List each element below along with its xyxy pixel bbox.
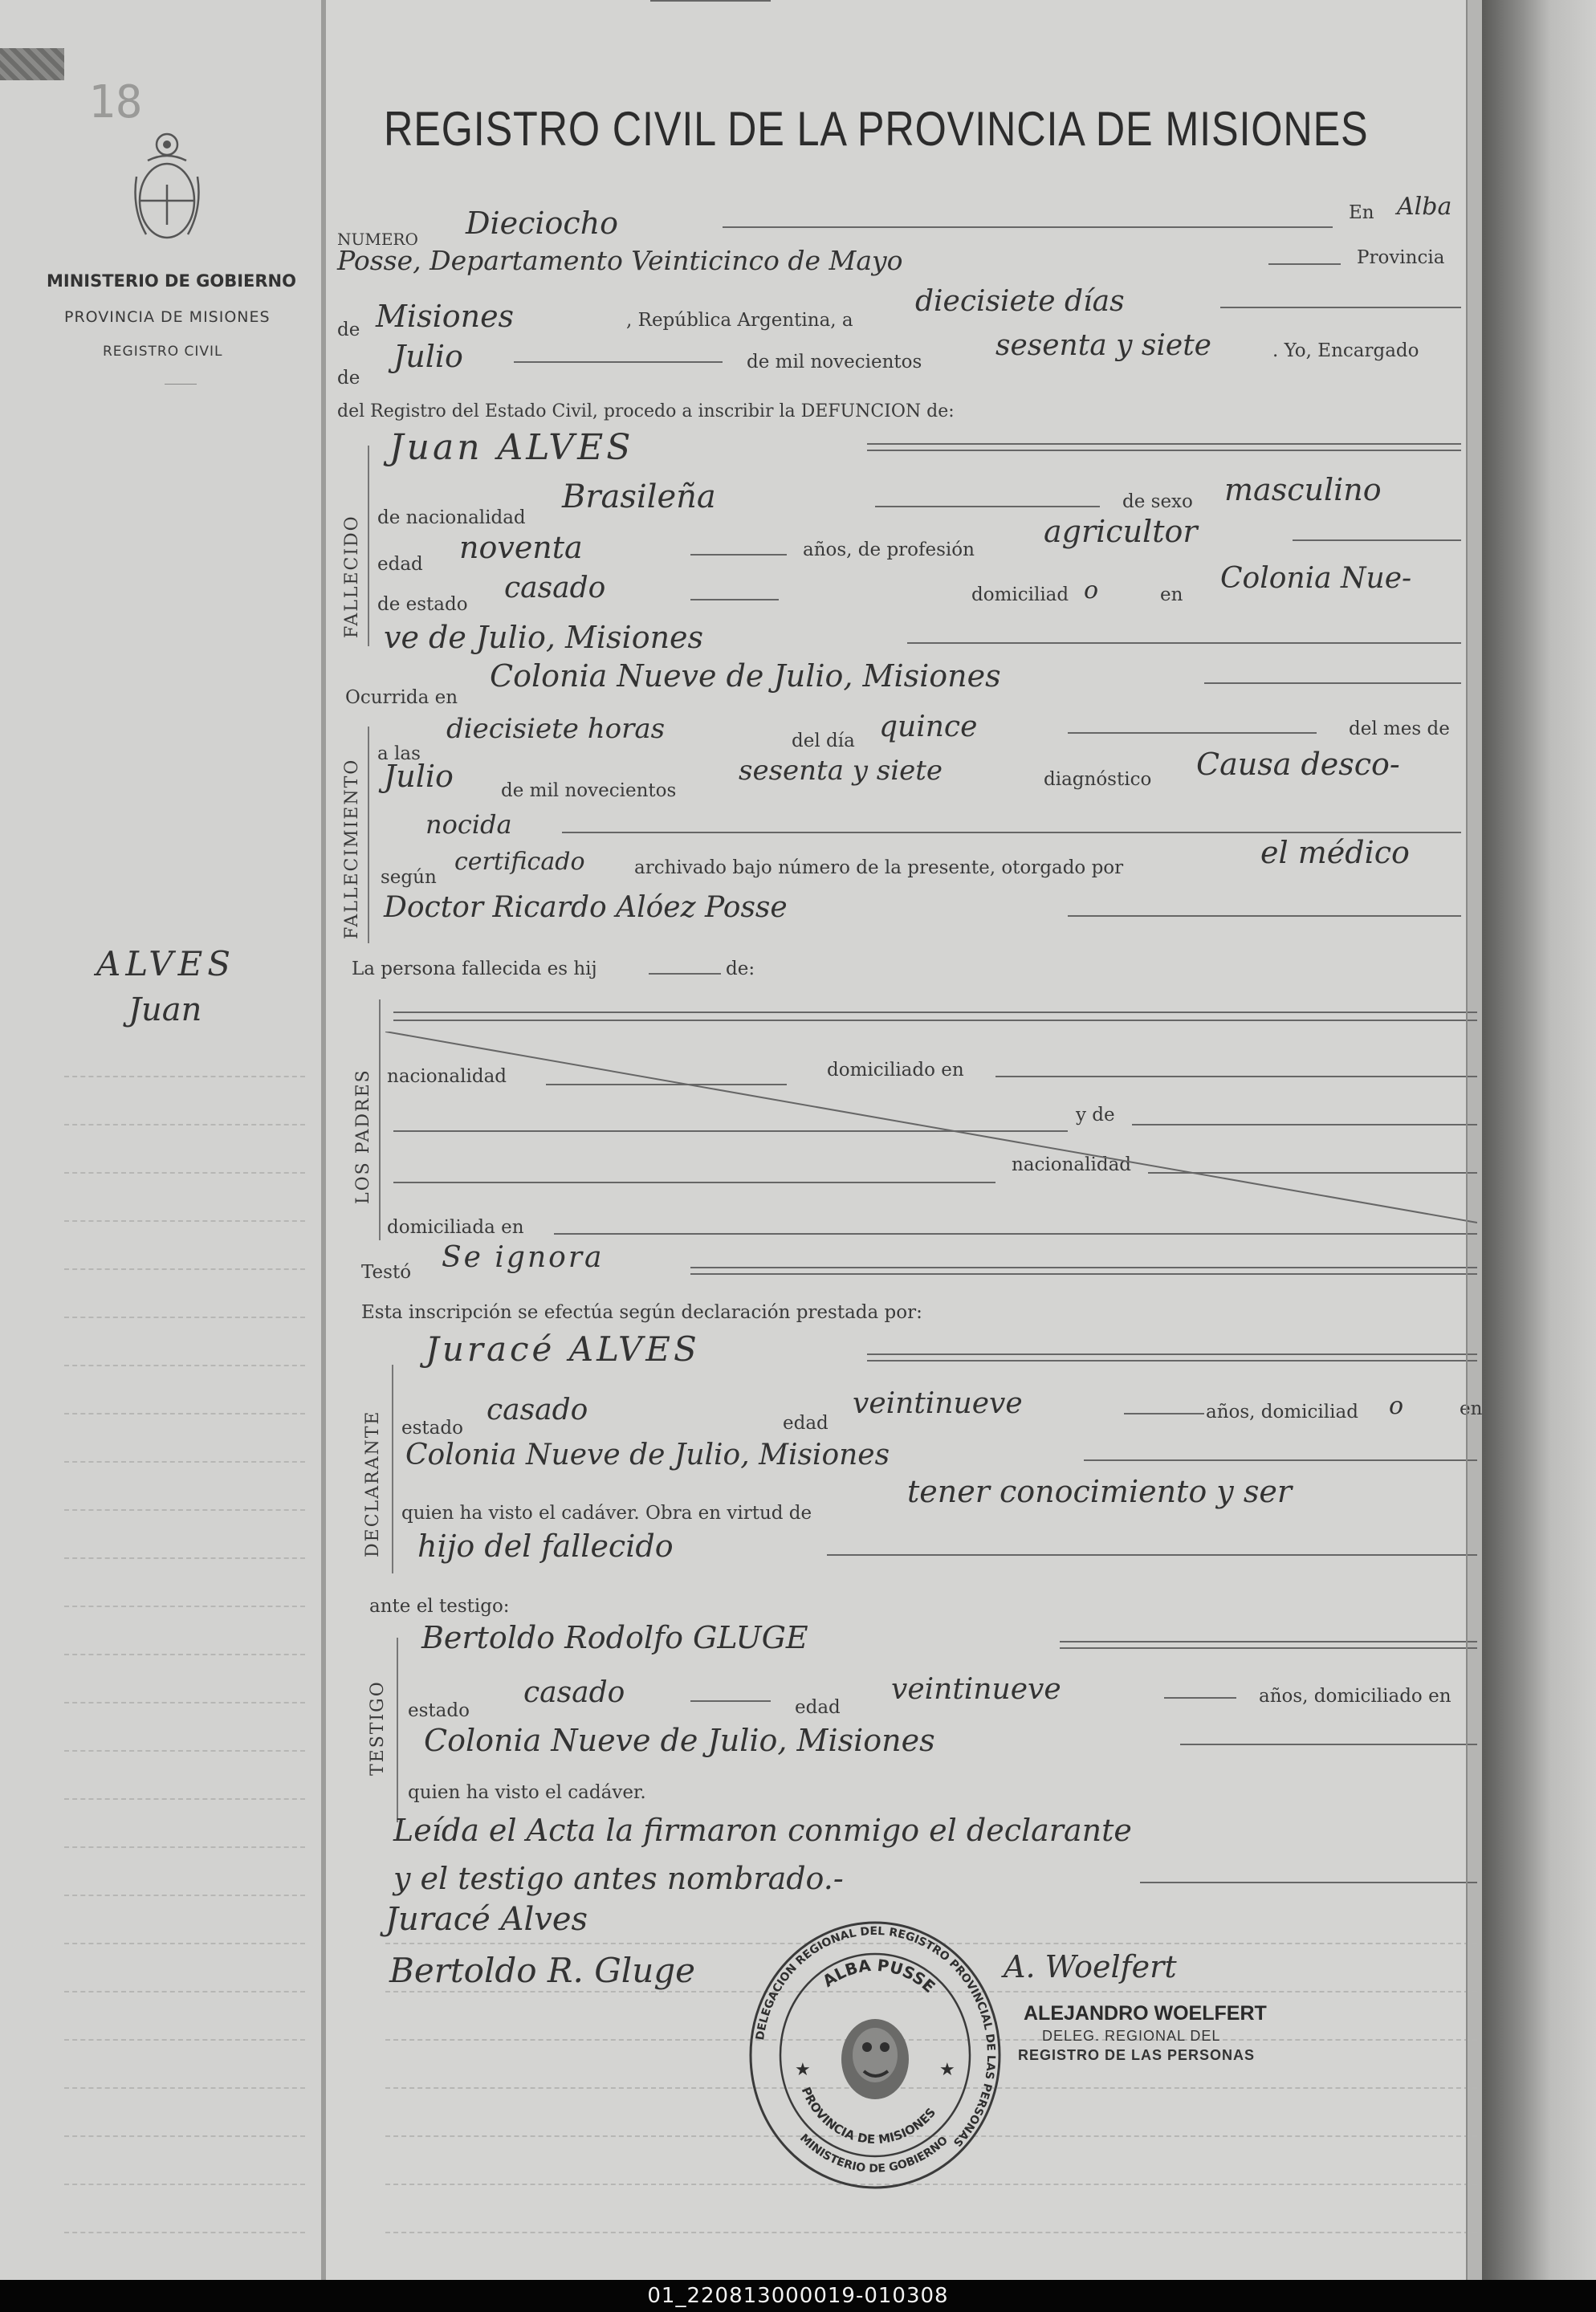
padres-de-label: de: bbox=[726, 959, 755, 979]
declarante-estado-value: casado bbox=[487, 1394, 588, 1427]
sexo-value: masculino bbox=[1224, 472, 1382, 507]
document-title: REGISTRO CIVIL DE LA PROVINCIA DE MISIONES bbox=[384, 102, 1369, 156]
diag-value-2: nocida bbox=[425, 809, 512, 840]
book-edge bbox=[1482, 0, 1596, 2280]
defuncion-intro: del Registro del Estado Civil, procedo a inscribir la DEFUNCION de: bbox=[337, 401, 955, 421]
doctor-value: Doctor Ricardo Alóez Posse bbox=[384, 891, 788, 924]
testigo-edad-label: edad bbox=[795, 1697, 841, 1718]
svg-text:★: ★ bbox=[939, 2060, 955, 2080]
office-label: REGISTRO CIVIL bbox=[103, 344, 223, 360]
cross-out-line bbox=[385, 1032, 1477, 1224]
declarante-domicilio-suffix: o bbox=[1389, 1392, 1404, 1420]
declarante-domicilio-value: Colonia Nueve de Julio, Misiones bbox=[405, 1439, 890, 1471]
hijo-label: La persona fallecida es hij bbox=[352, 959, 597, 979]
estado-value: casado bbox=[504, 572, 606, 604]
fallecimiento-anio-value: sesenta y siete bbox=[739, 755, 943, 787]
profesion-value: agricultor bbox=[1044, 514, 1198, 549]
official-seal bbox=[747, 1919, 1004, 2192]
provincia-label: Provincia bbox=[1357, 247, 1445, 268]
hora-label: a las bbox=[377, 743, 421, 764]
testo-label: Testó bbox=[361, 1262, 412, 1283]
testigo-edad-value: veintinueve bbox=[891, 1673, 1061, 1706]
nacionalidad-value: Brasileña bbox=[562, 478, 716, 515]
margin-column bbox=[0, 0, 321, 2280]
en-label: En bbox=[1349, 202, 1374, 223]
signature-testigo: Bertoldo R. Gluge bbox=[389, 1951, 696, 1990]
de-label-2: de bbox=[337, 368, 360, 389]
coat-of-arms-icon bbox=[128, 128, 206, 249]
section-testigo: TESTIGO bbox=[368, 1680, 388, 1776]
testo-value: Se ignora bbox=[442, 1241, 605, 1274]
fallecimiento-dia-value: quince bbox=[879, 710, 978, 743]
fallecimiento-mes-value: Julio bbox=[384, 759, 454, 794]
margin-note-surname: ALVES bbox=[96, 944, 236, 983]
ministry-label: MINISTERIO DE GOBIERNO bbox=[47, 271, 296, 291]
fallecimiento-anio-label: de mil novecientos bbox=[501, 780, 677, 801]
virtud-value-2: hijo del fallecido bbox=[417, 1528, 674, 1564]
padres-nacionalidad-label: nacionalidad bbox=[387, 1066, 507, 1087]
declarante-intro: Esta inscripción se efectúa según declaración prestada por: bbox=[361, 1302, 922, 1323]
testigo-name: Bertoldo Rodolfo GLUGE bbox=[421, 1620, 808, 1655]
official-title-1: DELEG. REGIONAL DEL bbox=[1042, 2028, 1221, 2044]
domicilio-label: domiciliad bbox=[971, 584, 1069, 605]
declarante-edad-label: edad bbox=[783, 1413, 829, 1434]
declarante-anios-label: años, domiciliad bbox=[1206, 1402, 1358, 1423]
virtud-value-1: tener conocimiento y ser bbox=[907, 1474, 1292, 1509]
declarante-name: Juracé ALVES bbox=[425, 1329, 700, 1369]
estado-label: de estado bbox=[377, 594, 468, 615]
closing-line-2: y el testigo antes nombrado.- bbox=[393, 1861, 844, 1896]
archive-id: 01_220813000019-010308 bbox=[0, 2280, 1596, 2312]
hora-value: diecisiete horas bbox=[446, 713, 666, 745]
anios-label: años, de profesión bbox=[803, 539, 975, 560]
ocurrida-value: Colonia Nueve de Julio, Misiones bbox=[490, 658, 1001, 694]
official-name: ALEJANDRO WOELFERT bbox=[1024, 2002, 1267, 2025]
binding-cloth bbox=[0, 48, 64, 80]
testigo-anios-label: años, domiciliado en bbox=[1259, 1686, 1451, 1707]
mes-label: del mes de bbox=[1349, 718, 1450, 739]
mes-value: Julio bbox=[393, 339, 463, 374]
republica-label: , República Argentina, a bbox=[626, 310, 853, 331]
nacionalidad-label: de nacionalidad bbox=[377, 507, 526, 528]
numero-label: NUMERO bbox=[337, 230, 418, 249]
closing-line-1: Leída el Acta la firmaron conmigo el declarante bbox=[393, 1813, 1132, 1848]
nacionalidad2-label: nacionalidad bbox=[1012, 1154, 1132, 1175]
declarante-visto-label: quien ha visto el cadáver. Obra en virtud de bbox=[401, 1503, 812, 1524]
otorgado-value: el médico bbox=[1260, 835, 1410, 870]
place-value: Posse, Departamento Veinticinco de Mayo bbox=[337, 245, 903, 276]
seal-outer-text: DELEGACION REGIONAL DEL REGISTRO PROVINCIAL DE LAS PERSONAS bbox=[754, 1924, 998, 2149]
domicilio-suffix: o bbox=[1084, 576, 1099, 604]
signature-declarante: Juracé Alves bbox=[385, 1901, 588, 1938]
signature-official: A. Woelfert bbox=[1004, 1949, 1177, 1984]
section-los-padres: LOS PADRES bbox=[353, 1068, 373, 1204]
diag-label: diagnóstico bbox=[1044, 769, 1152, 790]
en-value: Alba bbox=[1397, 193, 1452, 221]
domicilio-en-label: en bbox=[1160, 584, 1183, 605]
margin-note-name: Juan bbox=[128, 991, 202, 1028]
anio-value: sesenta y siete bbox=[995, 329, 1211, 362]
segun-label: según bbox=[381, 867, 437, 888]
province-label: PROVINCIA DE MISIONES bbox=[64, 308, 271, 326]
sexo-label: de sexo bbox=[1122, 491, 1193, 512]
de-label: de bbox=[337, 320, 360, 340]
ocurrida-label: Ocurrida en bbox=[345, 687, 458, 708]
testigo-visto-label: quien ha visto el cadáver. bbox=[408, 1782, 646, 1803]
y-de-label: y de bbox=[1076, 1105, 1115, 1125]
seal-inner-text: ALBA PUSSE bbox=[819, 1955, 939, 1997]
domicilio-value-2: ve de Julio, Misiones bbox=[384, 620, 704, 655]
official-title-2: REGISTRO DE LAS PERSONAS bbox=[1018, 2047, 1256, 2063]
testigo-domicilio-value: Colonia Nueve de Julio, Misiones bbox=[424, 1723, 935, 1758]
page-number: 18 bbox=[88, 76, 143, 128]
dia-label: del día bbox=[792, 731, 855, 751]
right-margin-rule bbox=[1466, 0, 1468, 2280]
provincia-value: Misiones bbox=[376, 299, 515, 334]
section-fallecimiento: FALLECIMIENTO bbox=[342, 758, 362, 939]
edad-label: edad bbox=[377, 554, 423, 575]
segun-value: certificado bbox=[454, 848, 585, 876]
dia-value: diecisiete días bbox=[915, 285, 1125, 318]
header-divider bbox=[165, 384, 197, 385]
testigo-estado-label: estado bbox=[408, 1700, 470, 1721]
seal-bottom-text: MINISTERIO DE GOBIERNO bbox=[796, 2131, 951, 2176]
seal-emblem-icon bbox=[841, 2019, 909, 2099]
domicilio-value-1: Colonia Nue- bbox=[1220, 562, 1412, 595]
deceased-name: Juan ALVES bbox=[389, 427, 634, 468]
anio-label: de mil novecientos bbox=[747, 352, 922, 372]
declarante-estado-label: estado bbox=[401, 1418, 463, 1439]
numero-value: Dieciocho bbox=[466, 206, 619, 241]
archivado-label: archivado bajo número de la presente, otorgado por bbox=[634, 857, 1124, 878]
edad-value: noventa bbox=[459, 530, 583, 565]
testigo-intro: ante el testigo: bbox=[369, 1596, 510, 1617]
yo-label: . Yo, Encargado bbox=[1272, 340, 1419, 361]
seal-lower-text: PROVINCIA DE MISIONES bbox=[798, 2085, 939, 2147]
testigo-estado-value: casado bbox=[523, 1676, 625, 1709]
declarante-edad-value: veintinueve bbox=[853, 1387, 1023, 1420]
domiciliado-label: domiciliado en bbox=[827, 1060, 964, 1081]
svg-text:★: ★ bbox=[795, 2060, 811, 2080]
domiciliada-label: domiciliada en bbox=[387, 1217, 524, 1238]
section-declarante: DECLARANTE bbox=[363, 1410, 383, 1557]
section-fallecido: FALLECIDO bbox=[342, 515, 362, 638]
declarante-en-label: en bbox=[1460, 1398, 1483, 1419]
diag-value-1: Causa desco- bbox=[1196, 747, 1400, 782]
